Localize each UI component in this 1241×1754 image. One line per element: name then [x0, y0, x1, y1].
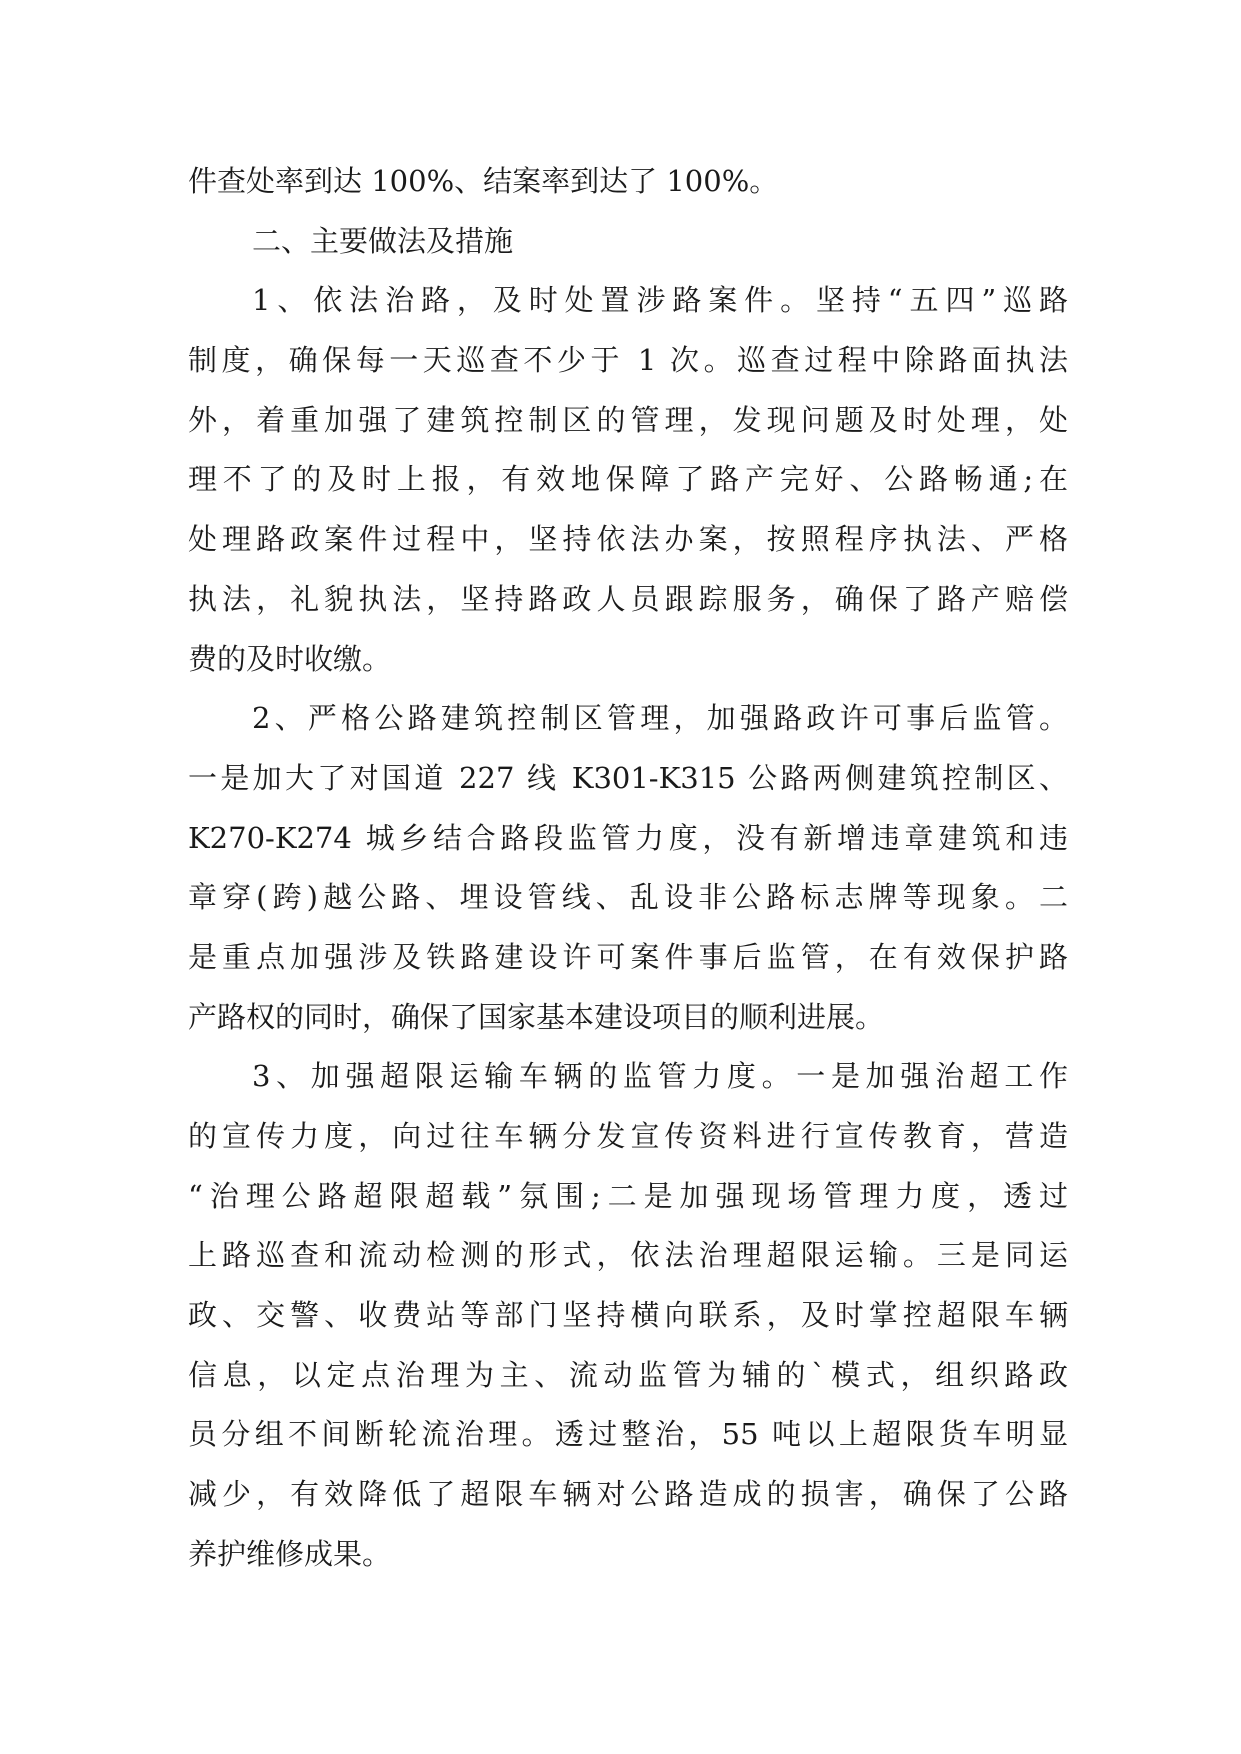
paragraph-line: 处理路政案件过程中，坚持依法办案，按照程序执法、严格: [188, 522, 1068, 557]
document-body: [188, 152, 1068, 1585]
paragraph-line: “治理公路超限超载”氛围;二是加强现场管理力度，透过: [188, 1178, 1068, 1213]
text-line: 件查处率到达 100%、结案率到达了 100%。: [188, 164, 779, 198]
paragraph-line: 养护维修成果。: [188, 1536, 392, 1571]
paragraph-line: 制度，确保每一天巡查不少于 1 次。巡查过程中除路面执法: [188, 343, 1068, 378]
paragraph-line: 是重点加强涉及铁路建设许可案件事后监管，在有效保护路: [188, 939, 1068, 974]
paragraph-line: K270-K274 城乡结合路段监管力度，没有新增违章建筑和违: [188, 820, 1068, 855]
paragraph-line: 信息，以定点治理为主、流动监管为辅的`模式，组织路政: [188, 1357, 1068, 1392]
paragraph-line: 政、交警、收费站等部门坚持横向联系，及时掌控超限车辆: [188, 1298, 1068, 1333]
paragraph-line: 减少，有效降低了超限车辆对公路造成的损害，确保了公路: [188, 1477, 1068, 1512]
paragraph-line: 的宣传力度，向过往车辆分发宣传资料进行宣传教育，营造: [188, 1119, 1068, 1153]
paragraph-line: 员分组不间断轮流治理。透过整治，55 吨以上超限货车明显: [188, 1417, 1068, 1452]
paragraph-line: 1、依法治路，及时处置涉路案件。坚持“五四”巡路: [252, 283, 1068, 318]
paragraph-line: 外，着重加强了建筑控制区的管理，发现问题及时处理，处: [188, 402, 1068, 437]
paragraph-line: 执法，礼貌执法，坚持路政人员跟踪服务，确保了路产赔偿: [188, 581, 1068, 616]
paragraph-line: 一是加大了对国道 227 线 K301-K315 公路两侧建筑控制区、: [188, 760, 1068, 795]
paragraph-line: 产路权的同时，确保了国家基本建设项目的顺利进展。: [188, 999, 885, 1034]
paragraph-line: 费的及时收缴。: [188, 641, 392, 676]
paragraph-line: 理不了的及时上报，有效地保障了路产完好、公路畅通;在: [188, 462, 1068, 497]
paragraph-line: 3、加强超限运输车辆的监管力度。一是加强治超工作: [252, 1059, 1068, 1094]
paragraph-line: 2、严格公路建筑控制区管理，加强路政许可事后监管。: [252, 701, 1068, 736]
paragraph-line: 上路巡查和流动检测的形式，依法治理超限运输。三是同运: [188, 1238, 1068, 1273]
paragraph-line: 章穿(跨)越公路、埋设管线、乱设非公路标志牌等现象。二: [188, 880, 1068, 915]
section-heading: 二、主要做法及措施: [252, 223, 514, 258]
